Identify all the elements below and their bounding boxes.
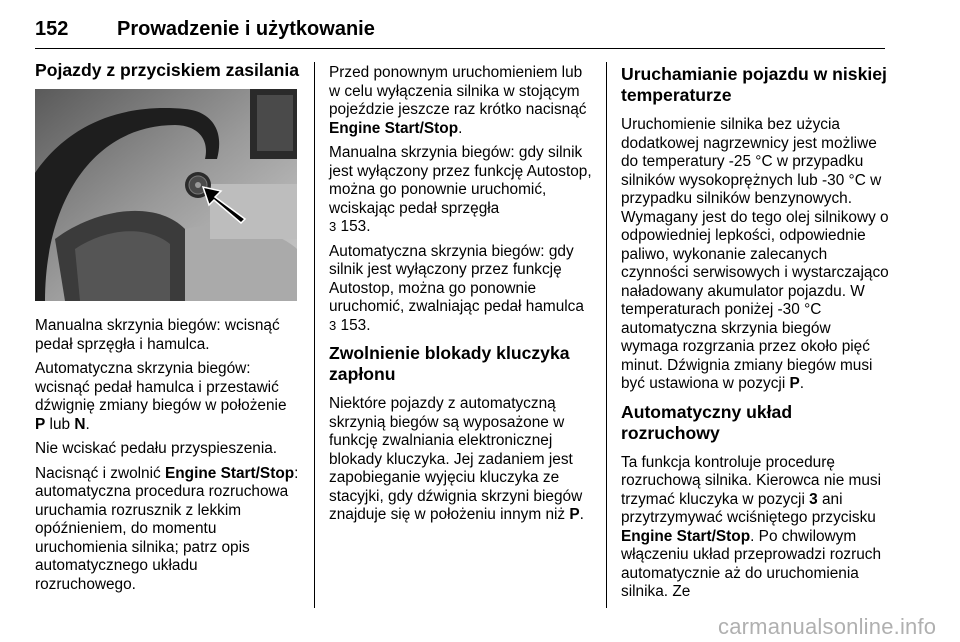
- page-reference-icon: 3: [329, 219, 337, 234]
- paragraph-manual-gearbox: Manualna skrzynia biegów: wcisnąć pedał sprzęgła i hamulca.: [35, 317, 280, 353]
- paragraph-automatic-gearbox: Automatyczna skrzynia biegów: wcisnąć pedał hamulca i przestawić dźwignię zmiany biegów w położenie P lub N.: [35, 360, 287, 433]
- column-divider-2: [606, 62, 607, 608]
- column-divider-1: [314, 62, 315, 608]
- page-reference[interactable]: 153.: [336, 316, 371, 334]
- paragraph-accelerator: Nie wciskać pedału przyspieszenia.: [35, 440, 278, 457]
- page-reference-icon: 3: [329, 317, 337, 333]
- paragraph-automatic-autostop: Automatyczna skrzynia biegów: gdy silnik jest wyłączony przez funkcję Autostop, można go ponownie uruchomić, zwalniając pedał hamulca 3 153.: [329, 242, 584, 334]
- column-2: [329, 64, 593, 531]
- column-1: [35, 60, 301, 600]
- section-heading-cold-start: Uruchamianie pojazdu w niskiej temperaturze: [621, 64, 887, 105]
- section-heading-auto-start: Automatyczny układ rozruchowy: [621, 401, 793, 443]
- column-3: [621, 64, 891, 608]
- page-reference[interactable]: 153.: [336, 218, 371, 235]
- page-header: [35, 6, 885, 46]
- section-heading-power-button: Pojazdy z przyciskiem zasilania: [35, 60, 300, 80]
- paragraph-restart: Przed ponownym uruchomieniem lub w celu wyłączenia silnika w stojącym pojeździe jeszcze raz krótko nacisnąć Engine Start/Stop.: [329, 64, 587, 137]
- page-number: 152: [35, 18, 69, 40]
- section-heading-key-lock: Zwolnienie blokady kluczyka zapłonu: [329, 343, 570, 384]
- page-title: Prowadzenie i użytkowanie: [117, 18, 375, 40]
- paragraph-cold-start: Uruchomienie silnika bez użycia dodatkowej nagrzewnicy jest możliwe do temperatury -25 °C w przypadku silników wysokoprężnych lub -30 °C w przypadku silników benzynowych. Wymagany jest do tego olej silnikowy o odpowiedniej lepkości, odpowiednie paliwo, wykonanie zalecanych czynności serwisowych i wystarczająco naładowany akumulator pojazdu. W temperaturach poniżej -30 °C automatyczna skrzynia biegów wymaga rozgrzania przez około pięć minut. Dźwignia zmiany biegów musi być ustawiona w pozycji P.: [621, 116, 889, 392]
- paragraph-press-start: Nacisnąć i zwolnić Engine Start/Stop: automatyczna procedura rozruchowa uruchamia rozrusznik z lekkim opóźnieniem, do momentu uruchomienia silnika; patrz opis automatycznego układu rozruchowego.: [35, 464, 299, 593]
- header-divider: [35, 48, 885, 49]
- paragraph-key-lock: Niektóre pojazdy z automatyczną skrzynią biegów są wyposażone w funkcję zwalniania elektronicznej blokady kluczyka. Jej zadaniem jest zapobieganie wyjęciu kluczyka ze stacyjki, gdy dźwignia skrzyni biegów znajduje się w położeniu innym niż P.: [329, 395, 584, 523]
- dashboard-start-button-figure: [35, 89, 297, 301]
- paragraph-manual-autostop: Manualna skrzynia biegów: gdy silnik jest wyłączony przez funkcję Autostop, można go ponownie uruchomić, wciskając pedał sprzęgła 3 153.: [329, 144, 592, 235]
- paragraph-auto-start: Ta funkcja kontroluje procedurę rozruchową silnika. Kierowca nie musi trzymać kluczyka w pozycji 3 ani przytrzymywać wciśniętego przycisku Engine Start/Stop. Po chwilowym włączeniu układ przeprowadzi rozruch automatycznie aż do uruchomienia silnika. Ze: [621, 453, 882, 600]
- watermark: carmanualsonline.info: [718, 614, 937, 639]
